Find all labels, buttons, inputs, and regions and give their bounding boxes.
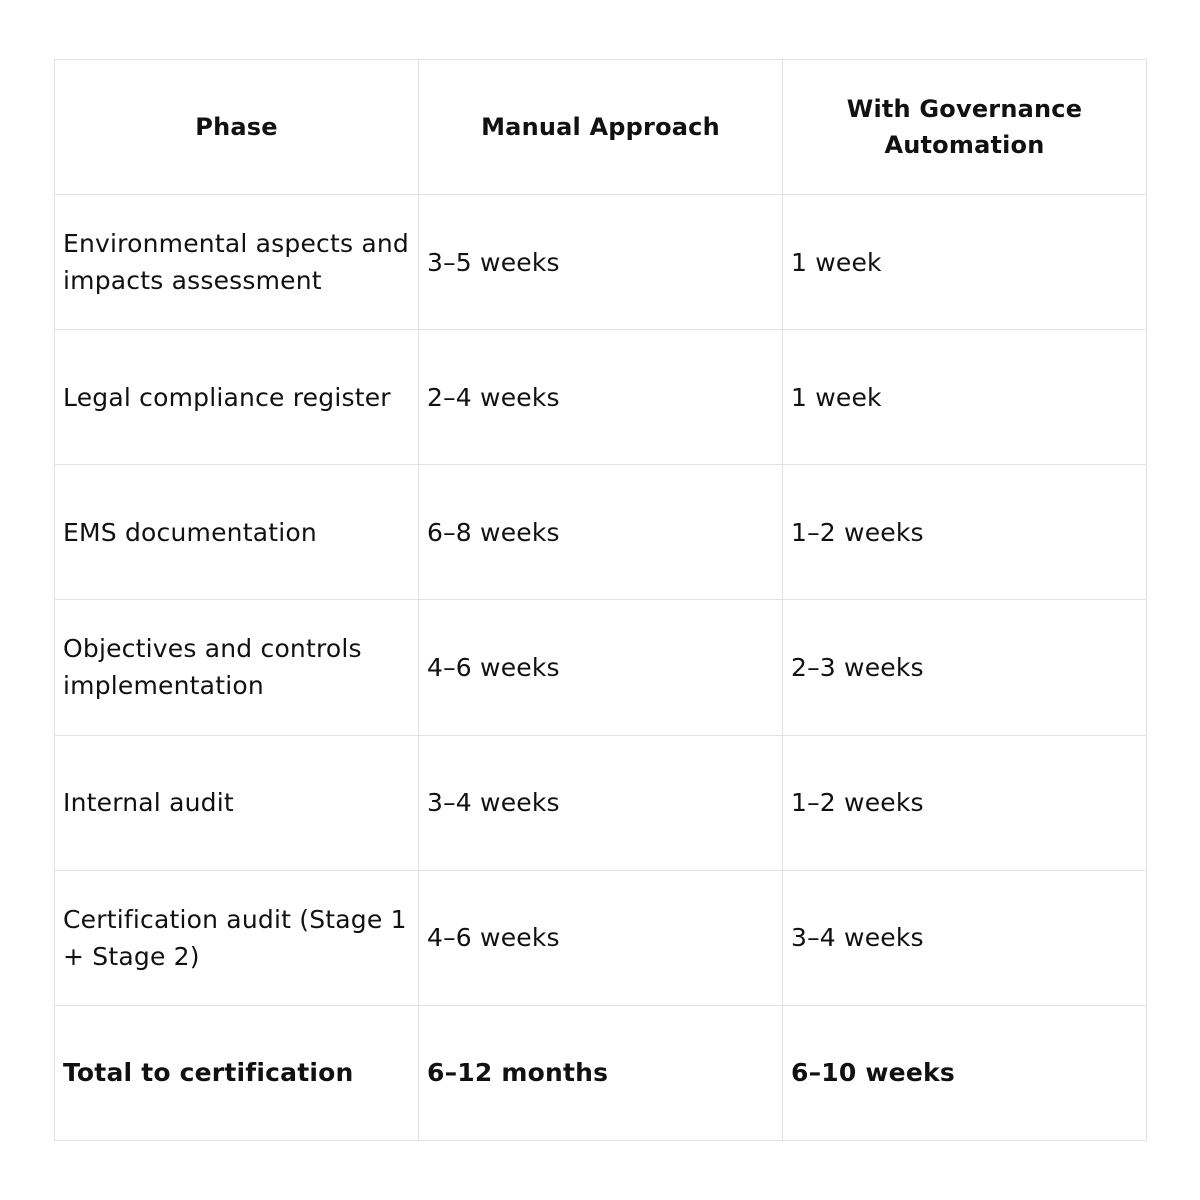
table-row (55, 870, 1147, 1005)
table-total-row (55, 1005, 1147, 1140)
phase-cell: EMS documentation (55, 465, 419, 600)
header-manual-approach: Manual Approach (419, 60, 783, 195)
phase-cell: Environmental aspects and impacts assessment (55, 195, 419, 330)
table-row (55, 195, 1147, 330)
automation-duration-cell: 1–2 weeks (783, 735, 1147, 870)
table-row (55, 330, 1147, 465)
table-row (55, 735, 1147, 870)
total-manual-cell: 6–12 months (419, 1005, 783, 1140)
automation-duration-cell: 2–3 weeks (783, 600, 1147, 735)
manual-duration-cell: 2–4 weeks (419, 330, 783, 465)
manual-duration-cell: 6–8 weeks (419, 465, 783, 600)
automation-duration-cell: 1–2 weeks (783, 465, 1147, 600)
automation-duration-cell: 1 week (783, 330, 1147, 465)
phase-cell: Objectives and controls implementation (55, 600, 419, 735)
phase-cell: Legal compliance register (55, 330, 419, 465)
automation-duration-cell: 3–4 weeks (783, 870, 1147, 1005)
phase-cell: Certification audit (Stage 1 + Stage 2) (55, 870, 419, 1005)
phase-cell: Internal audit (55, 735, 419, 870)
automation-duration-cell: 1 week (783, 195, 1147, 330)
header-governance-automation: With Governance Automation (783, 60, 1147, 195)
table-header-row (55, 60, 1147, 195)
manual-duration-cell: 4–6 weeks (419, 870, 783, 1005)
total-automation-cell: 6–10 weeks (783, 1005, 1147, 1140)
total-label-cell: Total to certification (55, 1005, 419, 1140)
manual-duration-cell: 3–4 weeks (419, 735, 783, 870)
table-row (55, 465, 1147, 600)
comparison-table-container (54, 59, 1146, 1141)
certification-timeline-table (54, 59, 1147, 1141)
manual-duration-cell: 3–5 weeks (419, 195, 783, 330)
table-row (55, 600, 1147, 735)
header-phase: Phase (55, 60, 419, 195)
manual-duration-cell: 4–6 weeks (419, 600, 783, 735)
